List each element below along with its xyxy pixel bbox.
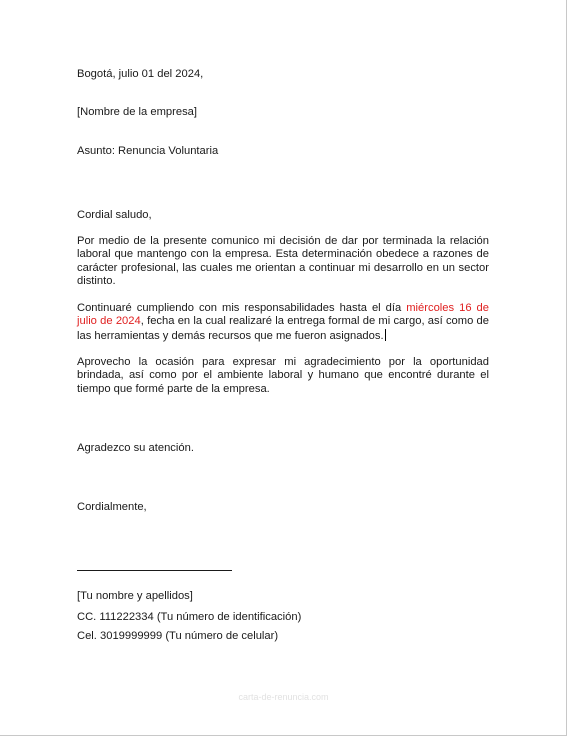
text-cursor [385,329,386,341]
signature-id: CC. 111222334 (Tu número de identificación) [77,611,302,623]
closing-line: Cordialmente, [77,501,147,513]
paragraph-last-day[interactable] [77,302,489,343]
signature-name: [Tu nombre y apellidos] [77,590,193,602]
paragraph-last-day-end: , fecha en la cual realizaré la entrega formal de mi cargo, así como de las herramientas y demás recursos que me fueron asignados. [77,315,490,342]
subject-line: Asunto: Renuncia Voluntaria [77,145,219,157]
paragraph-gratitude: Aprovecho la ocasión para expresar mi agradecimiento por la oportunidad brindada, así como por el ambiente laboral y humano que encontré durante el tiempo que formé parte de la empresa. [77,356,489,395]
company-name: [Nombre de la empresa] [77,106,198,118]
paragraph-last-day-start: Continuaré cumpliendo con mis responsabilidades hasta el día [77,302,407,314]
signature-line [77,570,232,571]
signature-phone: Cel. 3019999999 (Tu número de celular) [77,630,279,642]
place-date: Bogotá, julio 01 del 2024, [77,68,204,80]
watermark: carta-de-renuncia.com [238,692,329,702]
last-day-date: miércoles 16 de julio de 2024 [77,302,489,328]
paragraph-decision: Por medio de la presente comunico mi decisión de dar por terminada la relación laboral que mantengo con la empresa. Esta determinación obedece a razones de carácter profesional, las cuales me orientan a continuar mi desarrollo en un sector distinto. [77,235,489,288]
thanks-line: Agradezco su atención. [77,442,194,454]
greeting: Cordial saludo, [77,209,152,221]
